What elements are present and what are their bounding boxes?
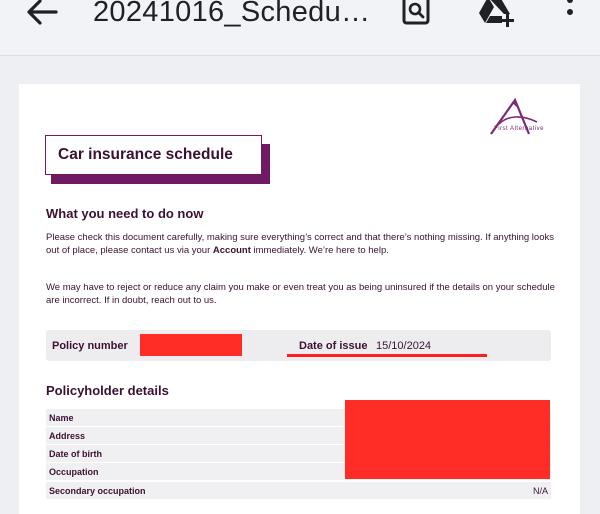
row-value: N/A — [532, 486, 548, 496]
schedule-title: Car insurance schedule — [58, 146, 233, 163]
section-heading-what-to-do: What you need to do now — [46, 206, 204, 221]
date-of-issue-value: 15/10/2024 — [376, 340, 432, 352]
row-label: Occupation — [49, 467, 99, 477]
more-vert-icon[interactable] — [560, 0, 580, 31]
brand-logo-text: First Alternative — [494, 126, 544, 132]
app-bar — [0, 0, 600, 56]
date-of-issue-label: Date of issue — [299, 340, 368, 352]
date-underline-mark — [287, 354, 487, 357]
policy-number-redaction — [140, 334, 242, 356]
row-label: Address — [49, 431, 86, 441]
search-document-icon[interactable] — [398, 0, 434, 31]
document-title: 20241016_Schedu… — [93, 0, 371, 28]
document-page — [19, 84, 580, 514]
back-arrow-icon[interactable] — [22, 0, 62, 34]
details-row-secondary-occupation — [46, 481, 551, 499]
instruction-paragraph: Please check this document carefully, making sure everything’s correct and that there’s nothing missing. If anything looks out of place, please contact us via your Account immediately. We’re here to help. — [46, 232, 554, 256]
brand-logo — [479, 98, 555, 138]
schedule-title-box — [45, 135, 262, 175]
warning-paragraph: We may have to reject or reduce any claim you make or even treat you as being uninsured if the details on your schedule are incorrect. If in doubt, reach out to us. — [46, 282, 555, 306]
personal-details-redaction — [345, 400, 550, 479]
row-label: Date of birth — [49, 449, 102, 459]
row-label: Name — [49, 413, 74, 423]
section-heading-policyholder: Policyholder details — [46, 383, 169, 398]
policy-number-label: Policy number — [52, 340, 128, 352]
row-label: Secondary occupation — [49, 486, 146, 496]
add-to-drive-icon[interactable] — [476, 0, 520, 31]
